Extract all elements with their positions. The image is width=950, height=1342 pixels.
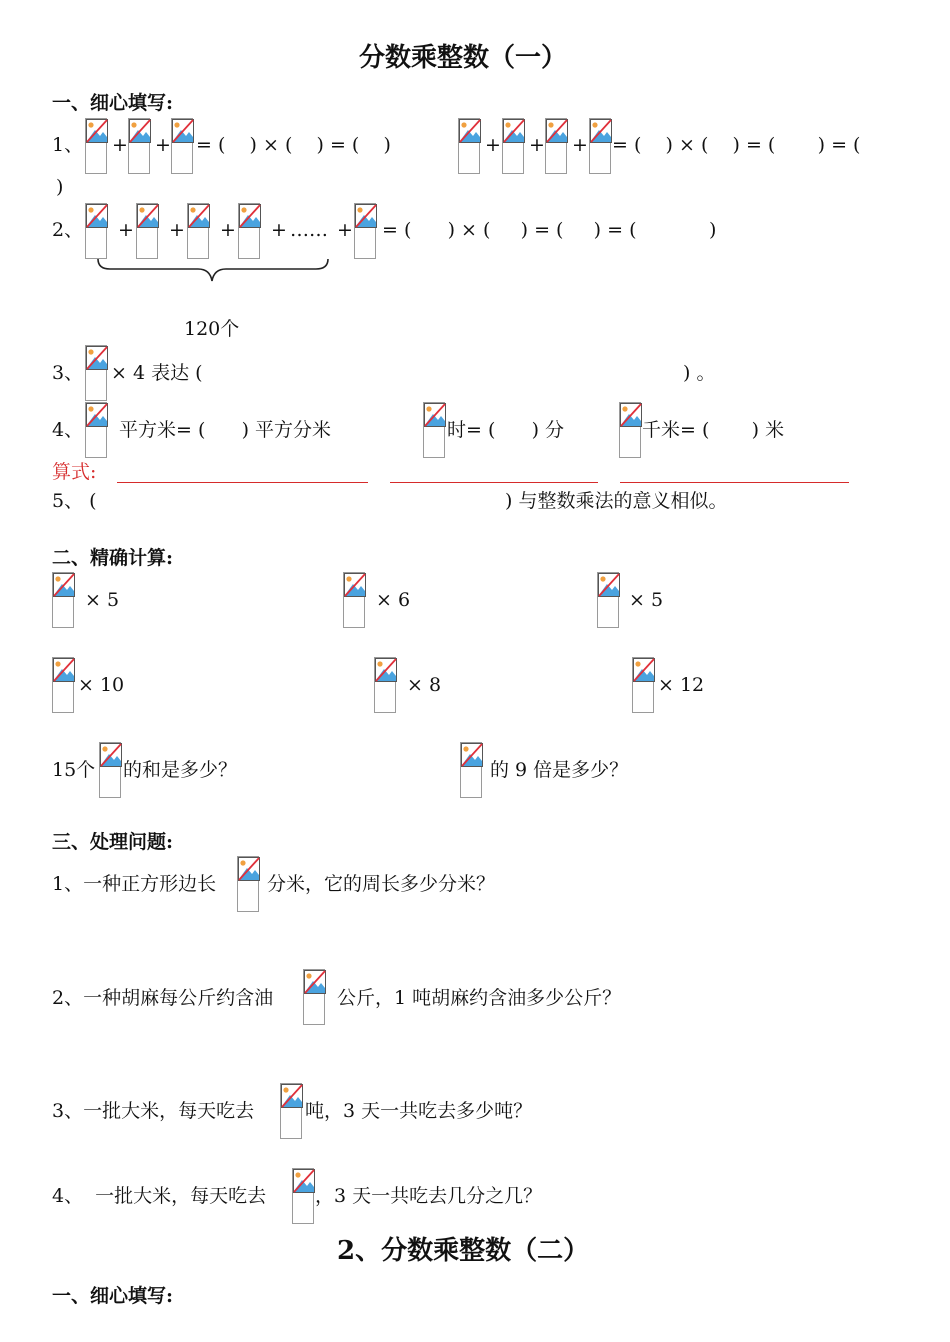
plus-sign: +: [169, 219, 185, 241]
plus-sign: +: [529, 134, 545, 156]
broken-image-icon: [52, 572, 74, 628]
calc-sum-question: 的和是多少？: [123, 759, 238, 781]
answer-line: [390, 482, 598, 483]
broken-image-icon: [171, 118, 193, 174]
question-1-close-paren: ): [56, 176, 64, 198]
problem-4-text-b: ，3 天一共吃去几分之几？: [315, 1185, 543, 1207]
calc-item: × 8: [407, 674, 442, 696]
problem-2-text-b: 公斤，1 吨胡麻约含油多少公斤？: [337, 987, 622, 1009]
problem-1-text-b: 分米，它的周长多少分米？: [267, 873, 496, 895]
broken-image-icon: [128, 118, 150, 174]
broken-image-icon: [238, 203, 260, 259]
plus-sign: +: [485, 134, 501, 156]
section-heading-fill-2: 一、细心填写:: [52, 1285, 174, 1307]
broken-image-icon: [303, 969, 325, 1025]
broken-image-icon: [545, 118, 567, 174]
answer-line: [620, 482, 849, 483]
calc-item: × 10: [78, 674, 125, 696]
curly-brace-icon: [96, 257, 332, 285]
question-1-number: 1、: [52, 134, 84, 156]
question-1-expression-a: = ( ) × ( ) = ( ): [196, 134, 391, 156]
question-1-expression-b: = ( ) × ( ) = ( ) = (: [612, 134, 861, 156]
question-2-number: 2、: [52, 219, 84, 241]
broken-image-icon: [85, 402, 107, 458]
broken-image-icon: [374, 657, 396, 713]
broken-image-icon: [343, 572, 365, 628]
broken-image-icon: [292, 1168, 314, 1224]
broken-image-icon: [52, 657, 74, 713]
calc-sum-prefix: 15个: [52, 759, 96, 781]
broken-image-icon: [589, 118, 611, 174]
broken-image-icon: [423, 402, 445, 458]
plus-sign: +: [337, 219, 353, 241]
broken-image-icon: [597, 572, 619, 628]
problem-4-text-a: 4、 一批大米，每天吃去: [52, 1185, 267, 1207]
broken-image-icon: [632, 657, 654, 713]
formula-label: 算式:: [52, 461, 97, 483]
calc-item: × 12: [658, 674, 705, 696]
calc-item: × 5: [629, 589, 664, 611]
question-4-number: 4、: [52, 419, 84, 441]
section-heading-fill: 一、细心填写:: [52, 92, 174, 114]
plus-sign: +: [118, 219, 134, 241]
question-4-length: 千米= ( ) 米: [642, 419, 785, 441]
problem-3-text-b: 吨，3 天一共吃去多少吨？: [305, 1100, 533, 1122]
broken-image-icon: [458, 118, 480, 174]
problem-3-text-a: 3、一批大米，每天吃去: [52, 1100, 255, 1122]
broken-image-icon: [85, 345, 107, 401]
problem-1-text-a: 1、一种正方形边长: [52, 873, 217, 895]
answer-line: [117, 482, 368, 483]
section-heading-problems: 三、处理问题:: [52, 831, 174, 853]
plus-sign: +: [220, 219, 236, 241]
question-3-text: × 4 表达 (: [111, 362, 203, 384]
question-4-area: 平方米= ( ) 平方分米: [119, 419, 332, 441]
question-5-start: 5、 (: [52, 490, 97, 512]
broken-image-icon: [136, 203, 158, 259]
broken-image-icon: [460, 742, 482, 798]
section-heading-calc: 二、精确计算:: [52, 547, 174, 569]
page-title: 分数乘整数（一）: [359, 43, 568, 73]
problem-2-text-a: 2、一种胡麻每公斤约含油: [52, 987, 274, 1009]
broken-image-icon: [237, 856, 259, 912]
question-5-end: ) 与整数乘法的意义相似。: [505, 490, 728, 512]
calc-item: × 5: [85, 589, 120, 611]
question-4-time: 时= ( ) 分: [447, 419, 565, 441]
broken-image-icon: [187, 203, 209, 259]
broken-image-icon: [85, 118, 107, 174]
plus-sign: +: [271, 219, 287, 241]
question-2-expression: = ( ) × ( ) = ( ) = ( ): [382, 219, 717, 241]
ellipsis: ……: [290, 219, 328, 241]
plus-sign: +: [112, 134, 128, 156]
broken-image-icon: [619, 402, 641, 458]
broken-image-icon: [85, 203, 107, 259]
broken-image-icon: [99, 742, 121, 798]
broken-image-icon: [502, 118, 524, 174]
question-3-number: 3、: [52, 362, 84, 384]
brace-count-label: 120个: [184, 318, 240, 340]
calc-times-question: 的 9 倍是多少？: [490, 759, 629, 781]
plus-sign: +: [572, 134, 588, 156]
page-title-2: 2、分数乘整数（二）: [337, 1236, 590, 1266]
broken-image-icon: [354, 203, 376, 259]
question-3-end: ) 。: [683, 362, 716, 384]
broken-image-icon: [280, 1083, 302, 1139]
calc-item: × 6: [376, 589, 411, 611]
plus-sign: +: [155, 134, 171, 156]
